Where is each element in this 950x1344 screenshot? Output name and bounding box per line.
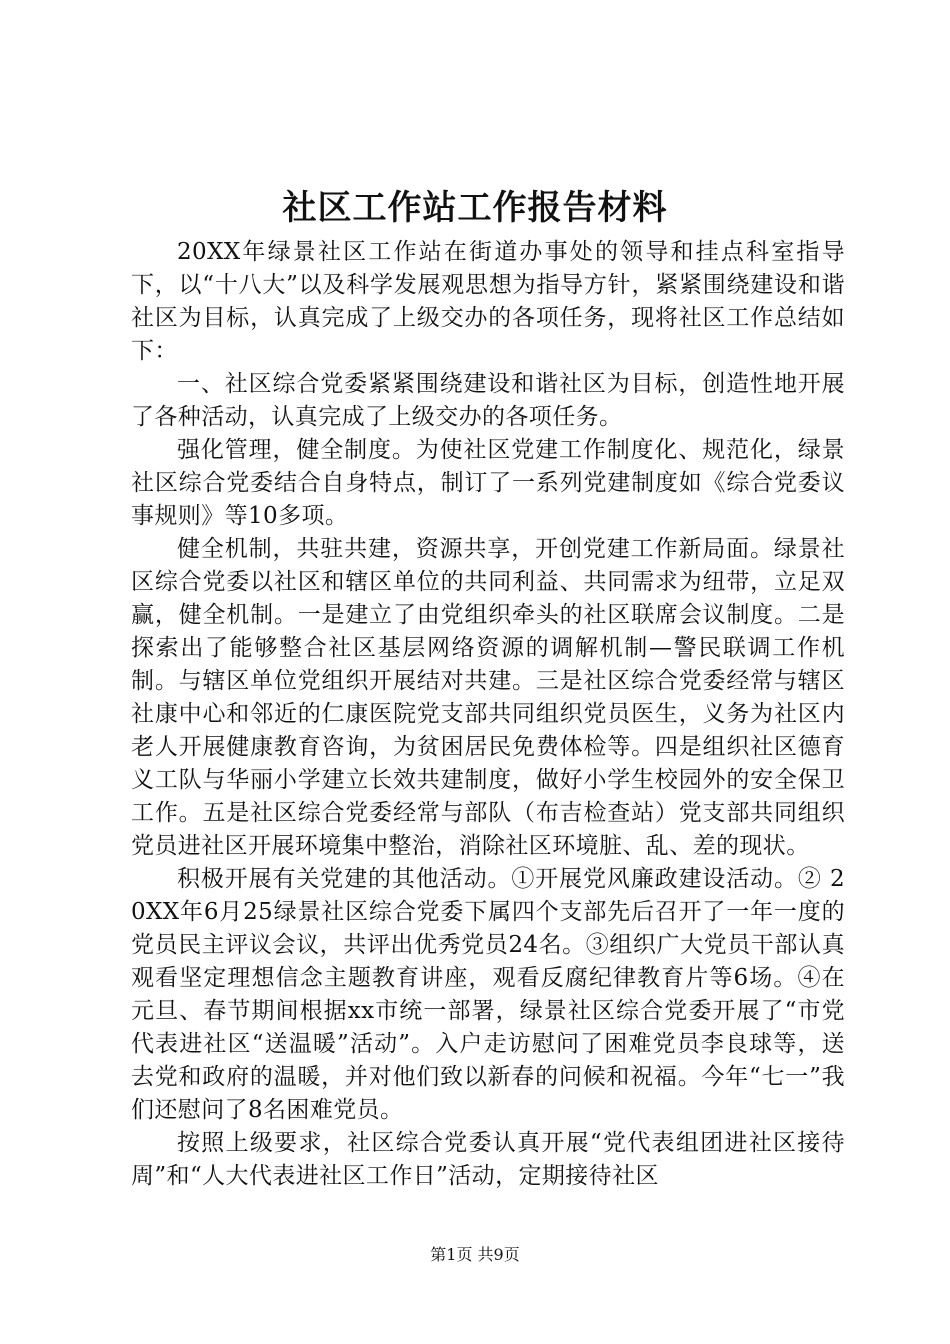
paragraph-section-one: 一、社区综合党委紧紧围绕建设和谐社区为目标，创造性地开展了各种活动，认真完成了上级交办的各项任务。 (131, 371, 845, 430)
document-title: 社区工作站工作报告材料 (282, 188, 668, 228)
paragraph-reception: 按照上级要求，社区综合党委认真开展“党代表组团进社区接待周”和“人大代表进社区工作日”活动，定期接待社区 (131, 1130, 845, 1189)
page-indicator: 第1页 共9页 (430, 1245, 520, 1264)
paragraph-activities: 积极开展有关党建的其他活动。①开展党风廉政建设活动。② 20XX年6月25绿景社区综合党委下属四个支部先后召开了一年一度的党员民主评议会议，共评出优秀党员24名。③组织广大党员干部认真观看坚定理想信念主题教育讲座，观看反腐纪律教育片等6场。④在元旦、春节期间根据xx市统一部署，绿景社区综合党委开展了“市党代表进社区“送温暖”活动”。入户走访慰问了困难党员李良球等，送去党和政府的温暖，并对他们致以新春的问候和祝福。今年“七一”我们还慰问了8名困难党员。 (131, 866, 845, 1123)
paragraph-intro: 20XX年绿景社区工作站在街道办事处的领导和挂点科室指导下，以“十八大”以及科学发展观思想为指导方针，紧紧围绕建设和谐社区为目标，认真完成了上级交办的各项任务，现将社区工作总结如下： (131, 239, 845, 364)
document-body (131, 236, 845, 1193)
paragraph-management: 强化管理，健全制度。为使社区党建工作制度化、规范化，绿景社区综合党委结合自身特点，制订了一系列党建制度如《综合党委议事规则》等10多项。 (131, 437, 845, 529)
page-footer (0, 1244, 950, 1266)
paragraph-mechanism: 健全机制，共驻共建，资源共享，开创党建工作新局面。绿景社区综合党委以社区和辖区单位的共同利益、共同需求为纽带，立足双赢，健全机制。一是建立了由党组织牵头的社区联席会议制度。二是探索出了能够整合社区基层网络资源的调解机制—警民联调工作机制。与辖区单位党组织开展结对共建。三是社区综合党委经常与辖区社康中心和邻近的仁康医院党支部共同组织党员医生，义务为社区内老人开展健康教育咨询，为贫困居民免费体检等。四是组织社区德育义工队与华丽小学建立长效共建制度，做好小学生校园外的安全保卫工作。五是社区综合党委经常与部队（布吉检查站）党支部共同组织党员进社区开展环境集中整治，消除社区环境脏、乱、差的现状。 (131, 536, 845, 859)
